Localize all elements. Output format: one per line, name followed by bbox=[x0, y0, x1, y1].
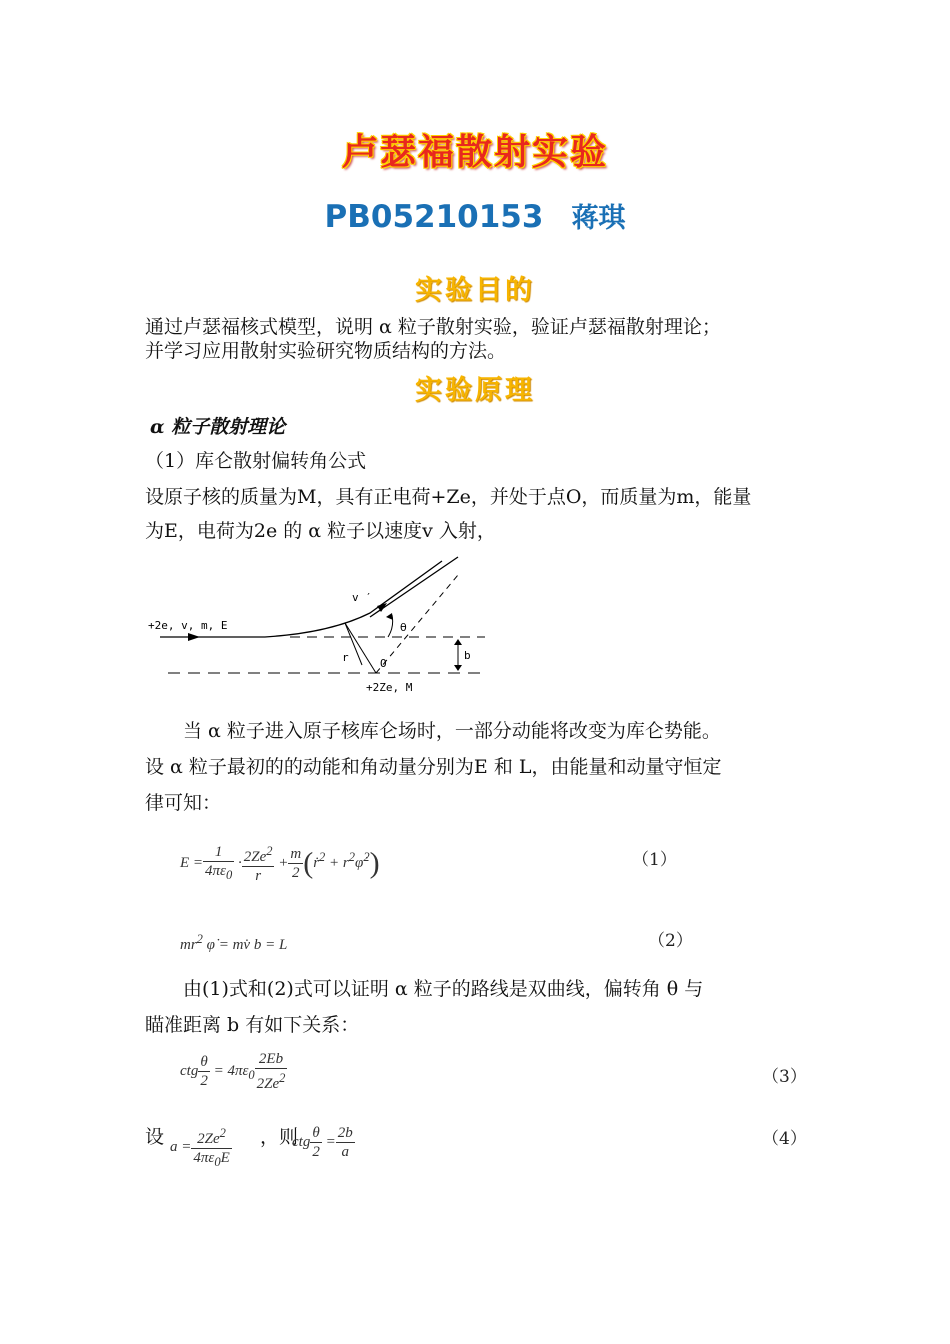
equation-4-number: （4） bbox=[762, 1129, 807, 1149]
document-title: 卢瑟福散射实验 bbox=[341, 132, 608, 173]
equation-1-number: （1） bbox=[632, 850, 677, 870]
item-coulomb-formula: （1）库仑散射偏转角公式 bbox=[145, 450, 367, 472]
author-line bbox=[0, 196, 950, 235]
para1-line-1: 设原子核的质量为M，具有正电荷+Ze，并处于点O，而质量为m，能量 bbox=[145, 486, 752, 508]
author-name: 蒋琪 bbox=[571, 203, 626, 234]
label-theta: θ bbox=[400, 621, 407, 634]
para3-line-1: 由(1)式和(2)式可以证明 α 粒子的路线是双曲线，偏转角 θ 与 bbox=[183, 978, 704, 1000]
section-principle-heading: 实验原理 bbox=[415, 375, 535, 406]
theta-arrow-head bbox=[386, 613, 393, 620]
label-incoming: +2e, v, m, E bbox=[148, 619, 228, 632]
equation-2: $mr^2$ φ̇ = mv̇ b = L bbox=[180, 932, 288, 953]
para2-line-2: 设 α 粒子最初的的动能和角动量分别为E 和 L，由能量和动量守恒定 bbox=[145, 756, 722, 778]
equation-2-number: （2） bbox=[648, 931, 693, 951]
label-r: r bbox=[342, 651, 349, 664]
equation-4-then: ，则 bbox=[260, 1126, 299, 1148]
equation-1: E = $\frac{1}{4\pi\varepsilon_0}$ · $\frac{2Ze^2}{r}$ + $\frac{m}{2}$ (ṙ$^2$ + $r^2\varphi̇^2$) bbox=[180, 844, 380, 884]
student-id: PB05210153 bbox=[324, 199, 544, 235]
label-nucleus: +2Ze, M bbox=[366, 681, 413, 694]
subheading-alpha-theory: α 粒子散射理论 bbox=[150, 416, 286, 438]
impact-parameter-marker bbox=[454, 639, 462, 671]
equation-4-prefix: 设 bbox=[145, 1126, 165, 1148]
equation-3: ctg $\frac{\theta}{2}$ = $4\pi\varepsilon_0$ $\frac{2Eb}{2Ze^2}$ bbox=[180, 1051, 286, 1092]
label-b: b bbox=[464, 649, 471, 662]
equation-4-definition: a = $\frac{2Ze^2}{4\pi\varepsilon_0E}$ bbox=[170, 1126, 230, 1169]
scattering-diagram bbox=[140, 555, 500, 700]
equation-3-number: （3） bbox=[762, 1067, 807, 1087]
section-purpose-heading: 实验目的 bbox=[415, 275, 535, 306]
radius-lines bbox=[345, 623, 376, 673]
purpose-text-line-2: 并学习应用散射实验研究物质结构的方法。 bbox=[145, 340, 507, 362]
para3-line-2: 瞄准距离 b 有如下关系： bbox=[145, 1014, 360, 1036]
para1-line-2: 为E，电荷为2e 的 α 粒子以速度v 入射， bbox=[145, 520, 496, 542]
purpose-text-line-1: 通过卢瑟福核式模型，说明 α 粒子散射实验，验证卢瑟福散射理论； bbox=[145, 316, 721, 338]
equation-4-relation: ctg $\frac{\theta}{2}$ = $\frac{2b}{a}$ bbox=[292, 1125, 353, 1160]
para2-line-1: 当 α 粒子进入原子核库仑场时，一部分动能将改变为库仑势能。 bbox=[183, 720, 721, 742]
para2-line-3: 律可知： bbox=[145, 792, 222, 814]
label-o: O bbox=[380, 657, 387, 670]
label-v-prime: v ′ bbox=[352, 591, 372, 604]
